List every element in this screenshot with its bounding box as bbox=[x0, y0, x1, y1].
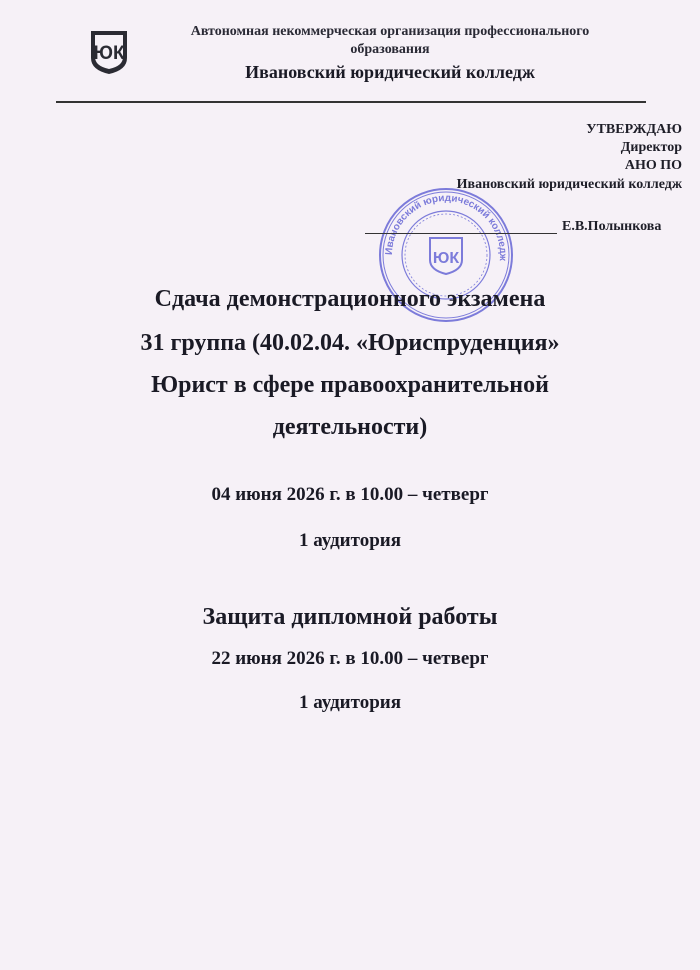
org-name-line1: Автономная некоммерческая организация профессионального bbox=[190, 24, 590, 39]
exam-title-line1: Сдача демонстрационного экзамена bbox=[154, 286, 546, 312]
exam-title-line2: 31 группа (40.02.04. «Юриспруденция» bbox=[140, 330, 560, 356]
defense-date: 22 июня 2026 г. в 10.00 – четверг bbox=[211, 648, 489, 669]
approval-org: АНО ПО bbox=[624, 158, 682, 173]
defense-room: 1 аудитория bbox=[298, 692, 402, 713]
college-logo bbox=[88, 28, 130, 76]
logo-letters: ЮК bbox=[93, 43, 125, 64]
exam-date: 04 июня 2026 г. в 10.00 – четверг bbox=[211, 484, 489, 505]
approval-position: Директор bbox=[620, 140, 682, 155]
seal-center-letters: ЮК bbox=[432, 250, 460, 267]
exam-room: 1 аудитория bbox=[298, 530, 402, 551]
college-name: Ивановский юридический колледж bbox=[245, 62, 535, 82]
signature-line bbox=[365, 233, 557, 234]
signer-name: Е.В.Полынкова bbox=[562, 219, 662, 234]
exam-title-line4: деятельности) bbox=[272, 414, 428, 440]
defense-title: Защита дипломной работы bbox=[202, 604, 498, 630]
approval-college: Ивановский юридический колледж bbox=[456, 177, 682, 192]
org-name-line2: образования bbox=[350, 42, 430, 57]
header-divider bbox=[56, 101, 646, 103]
seal-ring-text: Ивановский юридический колледж bbox=[383, 192, 509, 261]
exam-title-line3: Юрист в сфере правоохранительной bbox=[151, 372, 549, 398]
approval-heading: УТВЕРЖДАЮ bbox=[586, 122, 682, 137]
